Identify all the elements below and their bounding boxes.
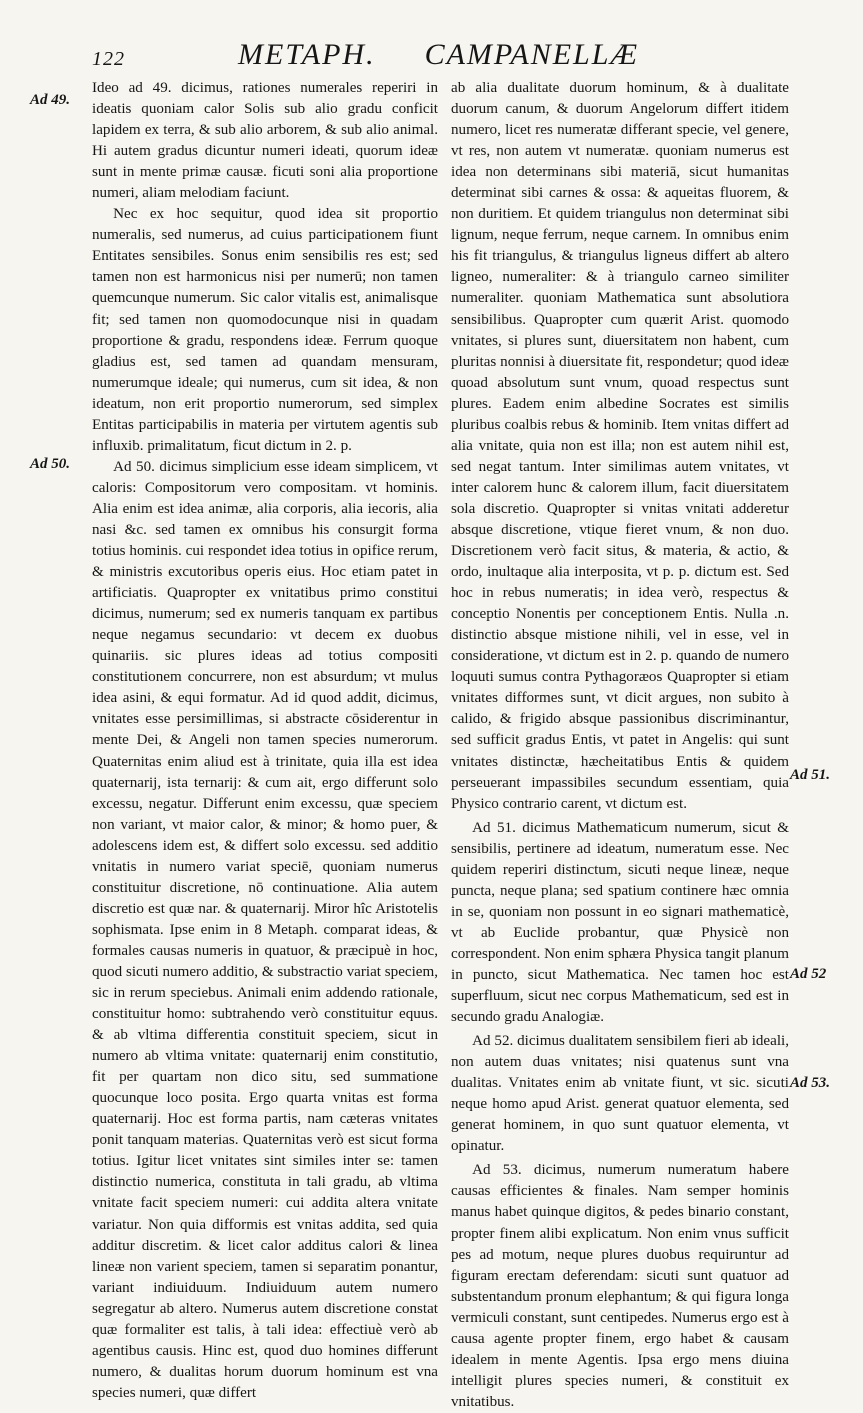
- running-head: [238, 38, 639, 72]
- margin-note-ad50: Ad 50.: [30, 456, 71, 472]
- paragraph: Ad 52. dicimus dualitatem sensibilem fieri ab ideali, non autem duas vnitates; nisi quatenus sunt vna dualitas. Vnitates enim ab vnitate fiunt, vt sic. sicuti neque homo apud Arist. generat quatuor elementa, sed generat hominem, in quo sunt quatuor elementa, vt opinatur.: [451, 1033, 789, 1155]
- margin-note-ad53: Ad 53.: [790, 1075, 831, 1091]
- running-head-right: CAMPANELLÆ: [424, 38, 640, 71]
- running-head-left: METAPH.: [238, 38, 376, 71]
- paragraph: Ad 53. dicimus, numerum numeratum habere causas efficientes & finales. Nam semper hominis manus habet quinque digitos, & pedes binario constant, propter finem alibi explicatum. Non enim vnus sufficit pes ad motum, neque plures duobus requiruntur ad figuram erectam deferendam: sicuti sunt quatuor ad substentandum pronum elephantum; & qui figura longa vermiculi constant, sunt centipedes. Numerus ergo est à causa agente propter finem, ergo habet & causam idealem in mente Agentis. Ipsa ergo mens diuina intelligit plures species numeri, & constituit ex vnitatibus.: [451, 1162, 789, 1410]
- left-column: [92, 78, 438, 1404]
- margin-note-ad51: Ad 51.: [790, 767, 831, 783]
- paragraph: Ad 51. dicimus Mathematicum numerum, sicut & sensibilis, pertinere ad ideatum, numeratum esse. Nec quidem reperiri distinctum, sicuti neque lineæ, neque puncta, neque plana; sed spatium continere hæc omnia in se, quoniam non possunt in eo signari mathematicè, vt ab Euclide probantur, quæ Physicè non correspondent. Non enim sphæra Physica tangit planum in puncto, sicut Mathematica. Nec tamen hoc est superfluum, sicut nec corpus Mathematicum, sed est in secundo gradu Analogiæ.: [451, 819, 789, 1026]
- margin-note-ad52: Ad 52: [790, 966, 827, 982]
- paragraph: Ad 50. dicimus simplicium esse ideam simplicem, vt caloris: Compositorum vero compositam. vt hominis. Alia enim est idea animæ, alia corporis, alia iecoris, alia nasi &c. sed tamen ex omnibus his consurgit forma totius hominis. cui respondet idea totius in opifice rerum, & ministris excutoribus operis eius. Hoc etiam patet in artificiatis. Quapropter ex vnitatibus primo constitui dicimus, numerum; sed ex numeris tanquam ex partibus neque negamus secundario: vt decem ex duobus quinariis. sic plures ideas ad totius compositi constitutionem concurrere, non est absurdum; vt mulus idea asini, & equi formatur. Ad id quod addit, dicimus, vnitates esse persimillimas, si abstracte cōsiderentur in mente Dei, & Angeli non tamen species numerorum. Quaternitas enim aliud est à trinitate, quia illa est idea quaternarij, ista ternarij: & cum ait, ergo differunt solo excessu, negatur. Differunt enim excessu, quæ speciem non variant, vt maior calor, & minor; & homo puer, & adolescens idem est, & differt solo excessu. sed additio vnitatis in numero variat speciē, quoniam numerus constituitur discretione, nō continuatione. Alia autem discretio est quæ nar. & quaternarij. Miror hîc Aristotelis sophismata. Ipse enim in 8 Metaph. comparat ideas, & formales causas numeris in quatuor, & præcipuè in hoc, quod sicuti numero additio, & substractio variat speciem, sic in rerum speciebus. Animali enim addendo rationale, constituitur homo: subtrahendo verò constituitur equus. & ab vltima differentia constituit speciem, sicut in numero ab vltima vnitate: quaternarij enim constitutio, fit per quartam non dico situ, sed summatione quocunque loco posita. Ergo quarta vnitas est forma quaternarij. Hoc est forma partis, nam cæteras vnitates ponit tanquam materias. Quaternitas verò est sicut forma totius. Igitur licet vnitates sint similes inter se: tamen distinctio numerica, constituta in tali gradu, ab vltima vnitate facit speciem numeri: cui addita altera vnitate variatur. Non quia difformis est vnitas addita, sed quia additur discretim. & licet calor additus calori & linea lineæ non varient speciem, tamen si separatim ponantur, variant indiuiduum. Indiuiduum autem numero segregatur ab altero. Numerus autem discretione constat quæ formaliter est talis, à tali idea: effectiuè verò ab agentibus causis. Hinc est, quod duo homines differunt numero, & dualitas horum duorum hominum est vna species numeri, quæ differt: [92, 458, 438, 1401]
- paragraph: Ideo ad 49. dicimus, rationes numerales reperiri in ideatis quoniam calor Solis sub alio gradu conficit lapidem ex terra, & sub alio arborem, & sub alio animal. Hi autem gradus dicuntur numeri ideati, quorum ideæ sunt in mente primæ causæ. ficuti soni alia proportione numeri, aliam melodiam faciunt.: [92, 80, 438, 202]
- paragraph: Nec ex hoc sequitur, quod idea sit proportio numeralis, sed numerus, ad cuius participationem fiunt Entitates sensibiles. Sonus enim sensibilis res est; sed tamen non est harmonicus nisi per numerū; non tamen quemcunque numerum. Sic calor vitalis est, animalisque fit; sed tamen non quomodocunque nisi in quadam proportione & gradu, respondens ideæ. Ferrum quoque gladius est, sed tamen ad quandam mensuram, numerumque ideale; qui numerus, cum sit idea, & non ideatum, non erit proportio numerorum, sed simplex Entitas participabilis in materia per virtutem agentis sub influxib. primalitatum, ficut dictum in 2. p.: [92, 206, 438, 454]
- page-number: 122: [92, 48, 125, 70]
- margin-note-ad49: Ad 49.: [30, 92, 71, 108]
- right-column: [451, 78, 789, 1413]
- paragraph: ab alia dualitate duorum hominum, & à dualitate duorum canum, & duorum Angelorum differt itidem numero, licet res numeratæ differant specie, vel genere, vt res, non autem vt numeratæ. quoniam numerus est idea non determinans sibi materiā, sicut humanitas determinat sibi carnes & ossa: & aqueitas fluorem, & non duritiem. Et quidem triangulus non determinat sibi lignum, neque ferrum, neque carnem. In omnibus enim his fit triangulus, & triangulus ligneus differt ab altero ligneo, numeraliter: & à triangulo carneo similiter numeraliter. quoniam Mathematica sunt absolutiora sensibilibus. Quapropter cum quærit Arist. quomodo vnitates, si plures sunt, diuersitatem non habent, cum pluritas nonnisi à diuersitate fit, respondetur; quod ideæ quoad absolutum sunt vnum, quoad respectus sunt plures. Eadem enim albedine Socrates est similis pluribus coalbis rebus & hominib. Item vnitas differt ad alia vnitate, quia non est illa; non est autem nihil est, sed negat tantum. Inter similimas autem vnitates, vt inter calorem hunc & calorem illum, facit diuersitatem sola discretio. Quapropter si vnitas vnitati adderetur absque discretione, vtique fieret vnum, & non duo. Discretionem verò facit situs, & materia, & actio, & ordo, inultaque alia interposita, vt p. p. dictum est. Sed hoc in rebus numeratis; in idea verò, respectus & conceptio Nonentis per conceptionem Entis. Nulla .n. distinctio absque mistione nihili, vel in esse, vel in consideratione, vt dictum est in 2. p. quando de numero loquuti sumus contra Pythagoræos Quapropter si etiam vnitates difformes sunt, vt dicit argues, non subito à calido, & frigido absque passionibus discriminantur, sed sufficit gradus Entis, vt patet in Angelis: qui sunt vnitates distinctæ, hæcheitatibus Entis & quidem perseuerant impassibiles secundum essentiam, quia Physico contrario carent, vt dictum est.: [451, 80, 789, 812]
